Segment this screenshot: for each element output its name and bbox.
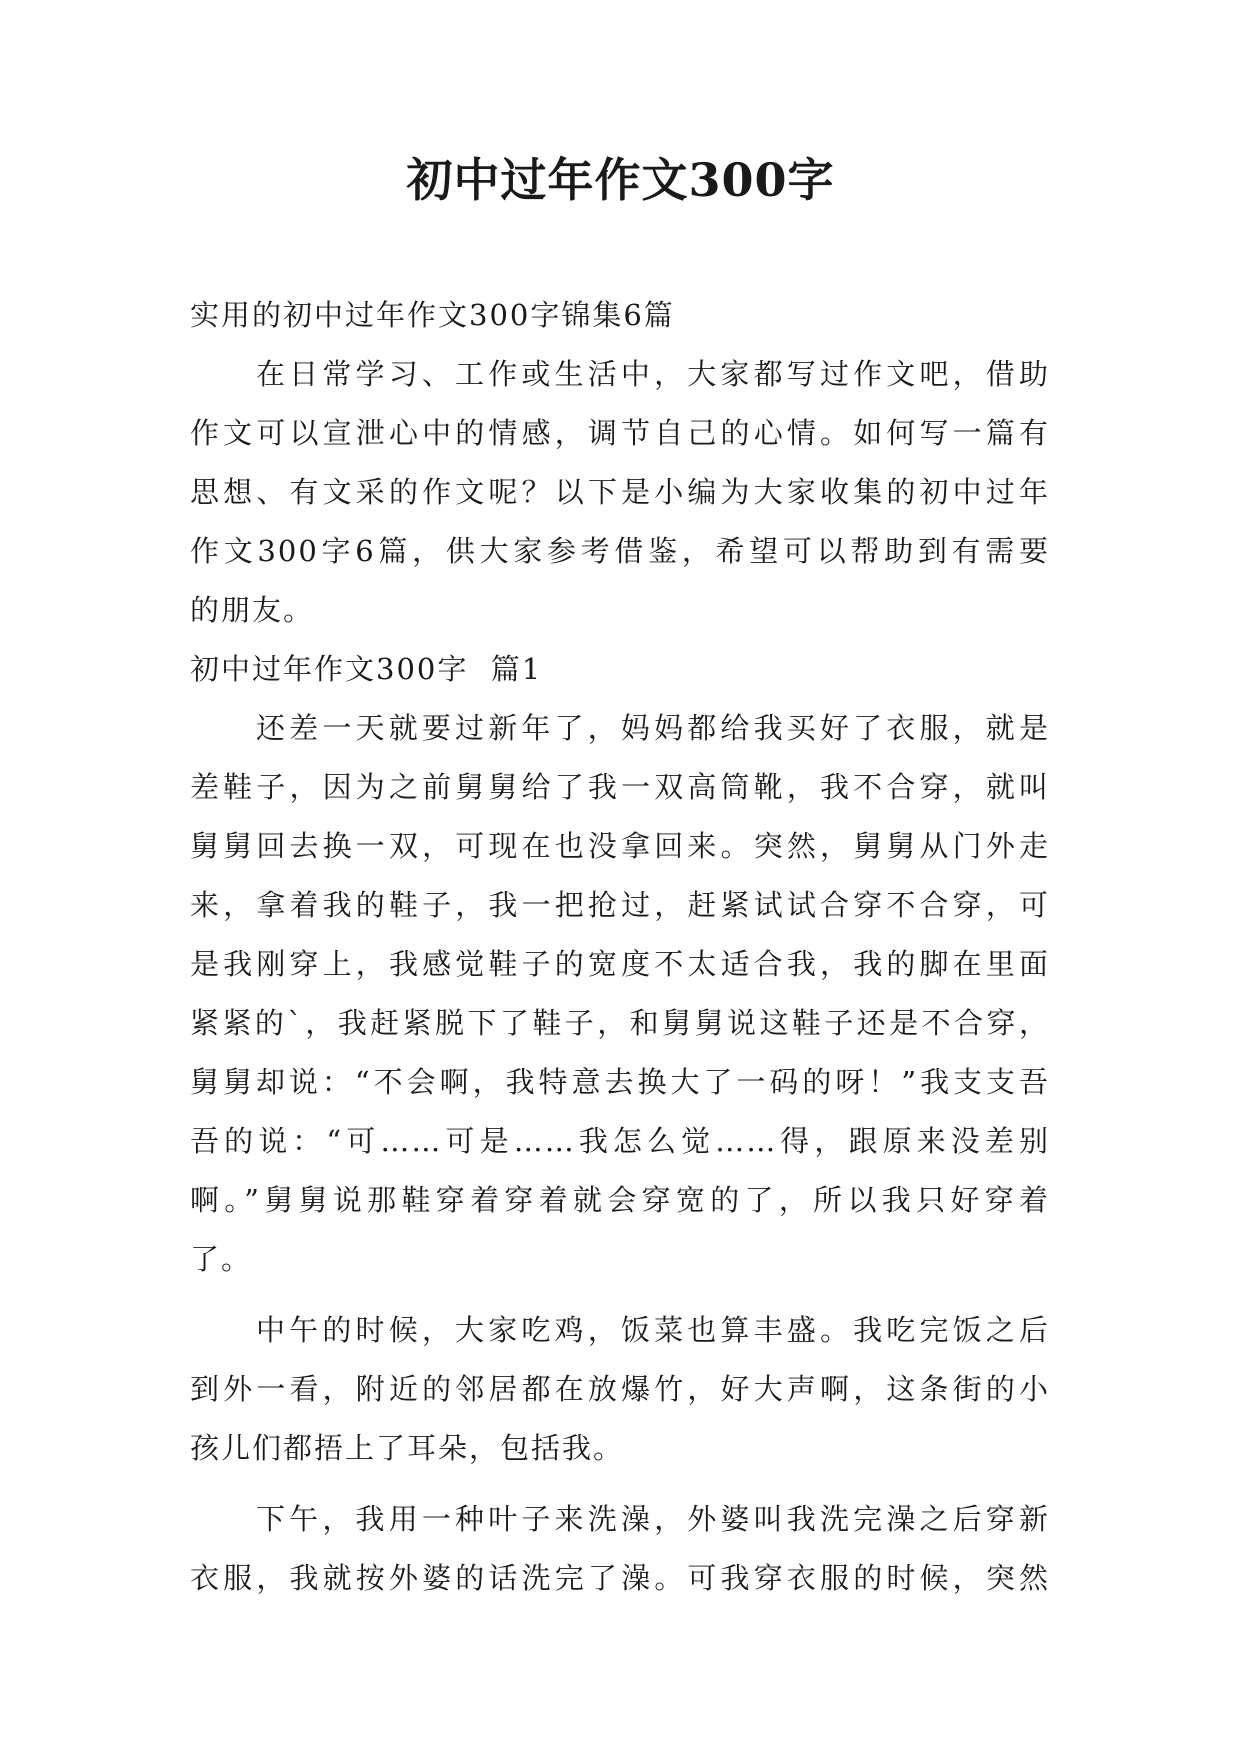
- essay-paragraph-3: [190, 1490, 1050, 1608]
- text-line: 舅舅却说：“不会啊，我特意去换大了一码的呀！”我支支吾: [190, 1065, 1050, 1099]
- intro-paragraph: [190, 345, 1050, 640]
- document-title: 初中过年作文300字: [406, 153, 835, 207]
- text-line: 中午的时候，大家吃鸡，饭菜也算丰盛。我吃完饭之后: [256, 1313, 1050, 1347]
- text-line: 还差一天就要过新年了，妈妈都给我买好了衣服，就是: [256, 711, 1050, 745]
- text-line: 啊。”舅舅说那鞋穿着穿着就会穿宽的了，所以我只好穿着: [190, 1183, 1050, 1217]
- text-line: 孩儿们都捂上了耳朵，包括我。: [190, 1431, 625, 1465]
- section-heading: 初中过年作文300字 篇1: [190, 652, 543, 686]
- text-line: 的朋友。: [190, 593, 315, 627]
- text-line: 作文300字6篇，供大家参考借鉴，希望可以帮助到有需要: [190, 534, 1050, 568]
- text-line: 思想、有文采的作文呢？以下是小编为大家收集的初中过年: [190, 475, 1050, 509]
- text-line: 来，拿着我的鞋子，我一把抢过，赶紧试试合穿不合穿，可: [190, 888, 1050, 922]
- essay-paragraph-1: [190, 699, 1050, 1289]
- essay-paragraph-2: [190, 1301, 1050, 1478]
- text-line: 紧紧的`，我赶紧脱下了鞋子，和舅舅说这鞋子还是不合穿，: [190, 1006, 1050, 1040]
- text-line: 吾的说：“可……可是……我怎么觉……得，跟原来没差别: [190, 1124, 1050, 1158]
- text-line: 是我刚穿上，我感觉鞋子的宽度不太适合我，我的脚在里面: [190, 947, 1050, 981]
- text-line: 到外一看，附近的邻居都在放爆竹，好大声啊，这条街的小: [190, 1372, 1050, 1406]
- text-line: 了。: [190, 1242, 253, 1276]
- text-line: 衣服，我就按外婆的话洗完了澡。可我穿衣服的时候，突然: [190, 1561, 1050, 1595]
- document-body: [190, 286, 1050, 1608]
- text-line: 下午，我用一种叶子来洗澡，外婆叫我洗完澡之后穿新: [256, 1502, 1050, 1536]
- text-line: 差鞋子，因为之前舅舅给了我一双高筒靴，我不合穿，就叫: [190, 770, 1050, 804]
- text-line: 作文可以宣泄心中的情感，调节自己的心情。如何写一篇有: [190, 416, 1050, 450]
- text-line: 在日常学习、工作或生活中，大家都写过作文吧，借助: [256, 357, 1050, 391]
- text-line: 舅舅回去换一双，可现在也没拿回来。突然，舅舅从门外走: [190, 829, 1050, 863]
- document-subtitle: 实用的初中过年作文300字锦集6篇: [190, 298, 675, 332]
